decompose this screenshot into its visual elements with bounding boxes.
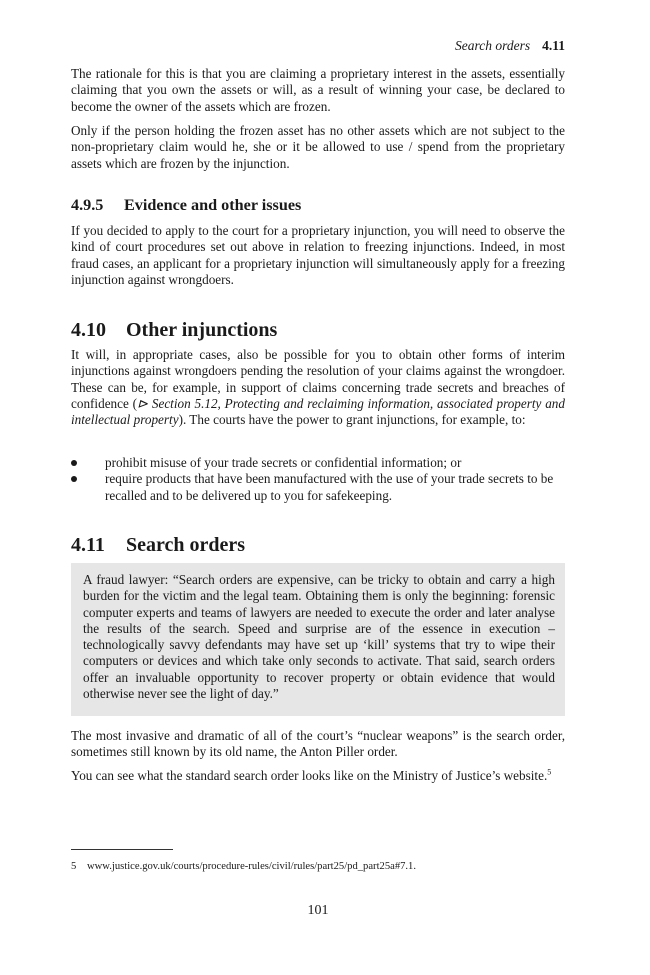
section-number: 4.9.5	[71, 196, 104, 214]
section-4-11-paragraph-1: The most invasive and dramatic of all of the court’s “nuclear weapons” is the search order, sometimes still known by its old name, the Anton Piller order.	[71, 728, 565, 760]
fraud-lawyer-quote: A fraud lawyer: “Search orders are expensive, can be tricky to obtain and carry a high burden for the victim and the legal team. Obtaining them is only the beginning: forensic computer experts and teams of lawyers are needed to execute the order and later analyse the results of the search. Speed and surprise are of the essence in execution – technologically savvy defendants may have set up ‘kill’ systems that try to wipe their computers or devices and which take only seconds to activate. That said, search orders offer an invaluable opportunity to recover property or obtain evidence that would otherwise never see the light of day.”	[83, 572, 555, 702]
list-item	[71, 455, 565, 471]
section-heading-4-9-5	[71, 196, 301, 215]
section-title: Other injunctions	[126, 319, 278, 341]
section-heading-4-11	[71, 534, 245, 557]
list-item-text: require products that have been manufactured with the use of your trade secrets to be recalled and to be delivered up to you for safekeeping.	[105, 471, 554, 503]
list-item	[71, 471, 565, 504]
section-title: Evidence and other issues	[124, 196, 302, 214]
bullet-icon	[71, 476, 77, 482]
section-4-10-paragraph	[71, 347, 565, 428]
section-number: 4.11	[71, 534, 105, 556]
footnote-divider	[71, 849, 173, 850]
paragraph-text: It will, in appropriate cases, also be possible for you to obtain other forms of interim injunctions against wrongdoers pending the resolution of your claims against the wrongdoer. These can be, for example, in support of claims concerning trade secrets and breaches of confidence (	[71, 347, 565, 411]
section-title: Search orders	[126, 534, 246, 556]
section-4-9-5-paragraph: If you decided to apply to the court for a proprietary injunction, you will need to observe the kind of court procedures set out above in relation to freezing injunctions. Indeed, in most fraud cases, an applicant for a proprietary injunction will simultaneously apply for a freezing injunction against wrongdoers.	[71, 223, 565, 287]
footnote-marker[interactable]: 5	[547, 767, 552, 777]
running-header-title: Search orders	[454, 38, 531, 53]
section-number: 4.10	[71, 319, 106, 341]
cross-reference-link[interactable]: ⊳ Section 5.12, Protecting and reclaiming information, associated property and intellectual property	[71, 395, 565, 428]
quote-box	[71, 563, 565, 716]
injunction-bullet-list	[71, 455, 565, 504]
section-heading-4-10	[71, 319, 277, 342]
paragraph-text: You can see what the standard search order looks like on the Ministry of Justice’s website.	[71, 768, 548, 783]
intro-paragraph-1: The rationale for this is that you are claiming a proprietary interest in the assets, essentially claiming that you own the assets or will, as a result of winning your case, be declared to become the owner of the assets which are frozen.	[71, 66, 565, 114]
list-item-text: prohibit misuse of your trade secrets or confidential information; or	[105, 455, 462, 470]
footnote	[71, 861, 416, 872]
book-page	[71, 0, 565, 975]
section-4-11-paragraph-2	[71, 768, 565, 784]
running-header	[455, 38, 565, 54]
intro-paragraph-2: Only if the person holding the frozen asset has no other assets which are not subject to the non-proprietary claim would he, she or it be allowed to use / spend from the proprietary assets which are frozen by the injunction.	[71, 123, 565, 171]
footnote-number: 5	[71, 861, 77, 872]
page-number: 101	[307, 903, 329, 918]
footnote-url[interactable]: www.justice.gov.uk/courts/procedure-rules/civil/rules/part25/pd_part25a#7.1.	[87, 861, 417, 872]
bullet-icon	[71, 460, 77, 466]
paragraph-text: ). The courts have the power to grant injunctions, for example, to:	[178, 412, 526, 428]
running-header-section-number: 4.11	[542, 38, 565, 53]
